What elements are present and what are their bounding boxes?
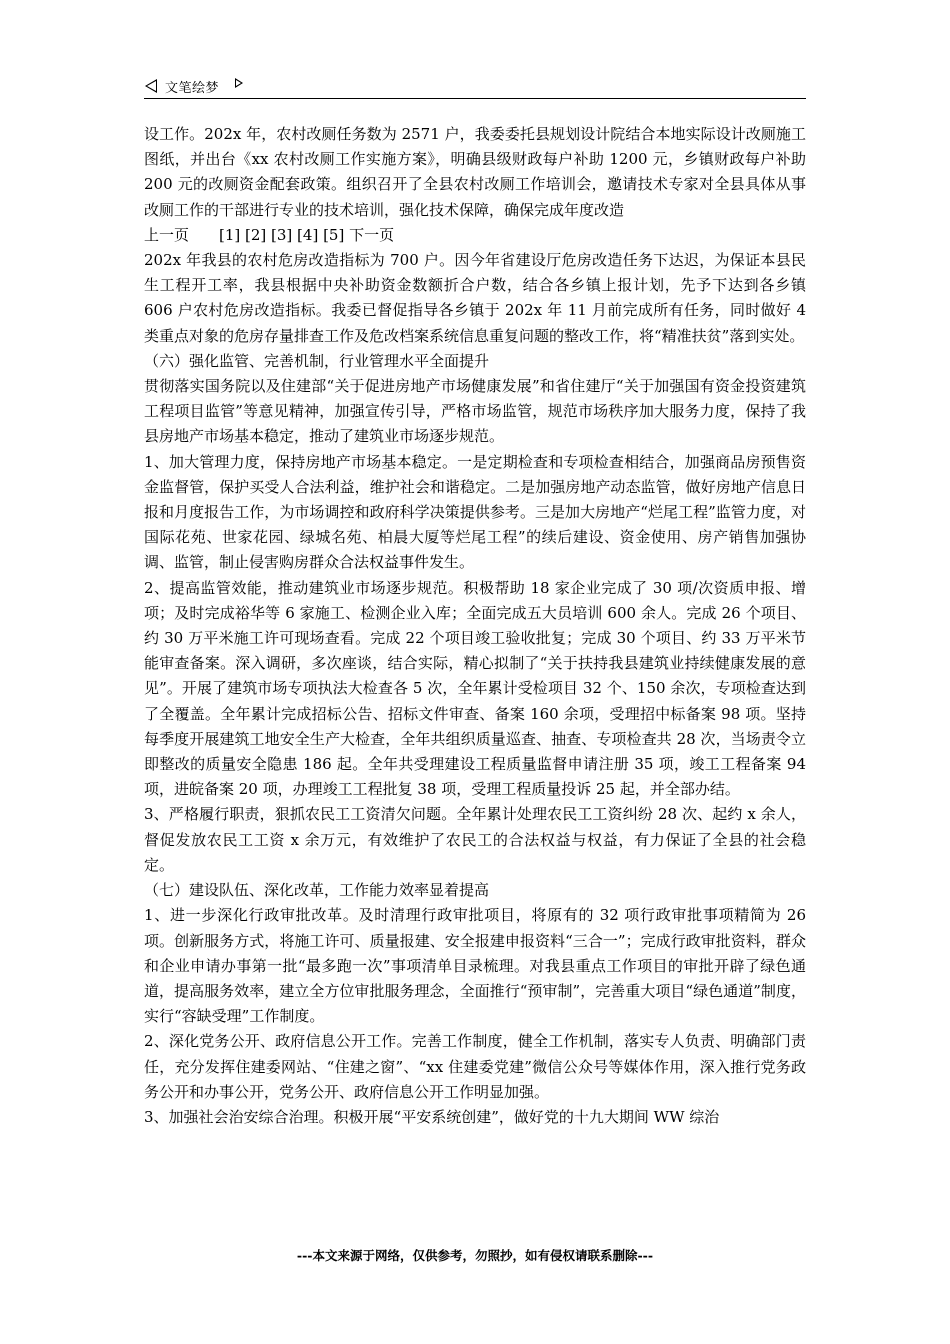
pagination-links[interactable]: 上一页 [1] [2] [3] [4] [5] 下一页	[144, 225, 395, 244]
section-heading: （七）建设队伍、深化改革，工作能力效率显着提高	[144, 881, 490, 900]
paragraph: 202x 年我县的农村危房改造指标为 700 户。因今年省建设厅危房改造任务下达迟，为保证本县民生工程开工率，我县根据中央补助资金数额折合户数，结合各乡镇上报计划，先予下达到各乡镇 606 户农村危房改造指标。我委已督促指导各乡镇于 202x 年 11 月前完成所有任务，同时做好 4 类重点对象的危房存量排查工作及危改档案系统信息重复问题的整改工作，将“精准扶贫”落到实处。	[144, 251, 806, 345]
triangle-left-icon	[145, 79, 157, 93]
paragraph: 设工作。202x 年，农村改厕任务数为 2571 户，我委委托县规划设计院结合本地实际设计改厕施工图纸，并出台《xx 农村改厕工作实施方案》，明确县级财政每户补助 1200 元，乡镇财政每户补助 200 元的改厕资金配套政策。组织召开了全县农村改厕工作培训会，邀请技术专家对全县具体从事改厕工作的干部进行专业的技术培训，强化技术保障，确保完成年度改造	[144, 125, 806, 219]
page-header	[144, 74, 806, 99]
paragraph: 3、严格履行职责，狠抓农民工工资清欠问题。全年累计处理农民工工资纠纷 28 次、起约 x 余人，督促发放农民工工资 x 余万元，有效维护了农民工的合法权益与权益，有力保证了全县的社会稳定。	[144, 805, 806, 874]
paragraph: 1、进一步深化行政审批改革。及时清理行政审批项目，将原有的 32 项行政审批事项精简为 26 项。创新服务方式，将施工许可、质量报建、安全报建申报资料“三合一”；完成行政审批资料，群众和企业申请办事第一批“最多跑一次”事项清单目录梳理。对我县重点工作项目的审批开辟了绿色通道，提高服务效率，建立全方位审批服务理念，全面推行“预审制”，完善重大项目“绿色通道”制度，实行“容缺受理”工作制度。	[144, 906, 806, 1026]
paragraph: 1、加大管理力度，保持房地产市场基本稳定。一是定期检查和专项检查相结合，加强商品房预售资金监督管，保护买受人合法利益，维护社会和谐稳定。二是加强房地产动态监管，做好房地产信息日报和月度报告工作，为市场调控和政府科学决策提供参考。三是加大房地产“烂尾工程”监管力度，对国际花苑、世家花园、绿城名苑、柏晨大厦等烂尾工程”的续后建设、资金使用、房产销售加强协调、监管，制止侵害购房群众合法权益事件发生。	[144, 452, 806, 572]
section-heading: （六）强化监管、完善机制，行业管理水平全面提升	[144, 351, 490, 370]
header-brand: 文笔绘梦	[165, 81, 220, 96]
paragraph: 贯彻落实国务院以及住建部“关于促进房地产市场健康发展”和省住建厅“关于加强国有资金投资建筑工程项目监管”等意见精神，加强宣传引导，严格市场监管，规范市场秩序加大服务力度，保持了我县房地产市场基本稳定，推动了建筑业市场逐步规范。	[144, 377, 806, 446]
paragraph: 3、加强社会治安综合治理。积极开展“平安系统创建”，做好党的十九大期间 WW 综治	[144, 1107, 720, 1126]
document-body	[144, 122, 806, 1130]
page-footer: ---本文来源于网络，仅供参考，勿照抄，如有侵权请联系删除---	[296, 1248, 654, 1263]
paragraph: 2、提高监管效能，推动建筑业市场逐步规范。积极帮助 18 家企业完成了 30 项/次资质申报、增项；及时完成裕华等 6 家施工、检测企业入库；全面完成五大员培训 600 余人。完成 26 个项目、约 30 万平米施工许可现场查看。完成 22 个项目竣工验收批复；完成 30 个项目、约 33 万平米节能审查备案。深入调研，多次座谈，结合实际，精心拟制了“关于扶持我县建筑业持续健康发展的意见”。开展了建筑市场专项执法大检查各 5 次，全年累计受检项目 32 个、150 余次，专项检查达到了全覆盖。全年累计完成招标公告、招标文件审查、备案 160 余项，受理招中标备案 98 项。坚持每季度开展建筑工地安全生产大检查，全年共组织质量巡查、抽查、专项检查共 28 次，当场责令立即整改的质量安全隐患 186 起。全年共受理建设工程质量监督申请注册 35 项，竣工工程备案 94 项，进皖备案 20 项，办理竣工工程批复 38 项，受理工程质量投诉 25 起，并全部办结。	[144, 578, 806, 799]
paragraph: 2、深化党务公开、政府信息公开工作。完善工作制度，健全工作机制，落实专人负责、明确部门责任，充分发挥住建委网站、“住建之窗”、“xx 住建委党建”微信公众号等媒体作用，深入推行党务政务公开和办事公开，党务公开、政府信息公开工作明显加强。	[144, 1032, 806, 1101]
triangle-right-icon	[235, 78, 243, 88]
